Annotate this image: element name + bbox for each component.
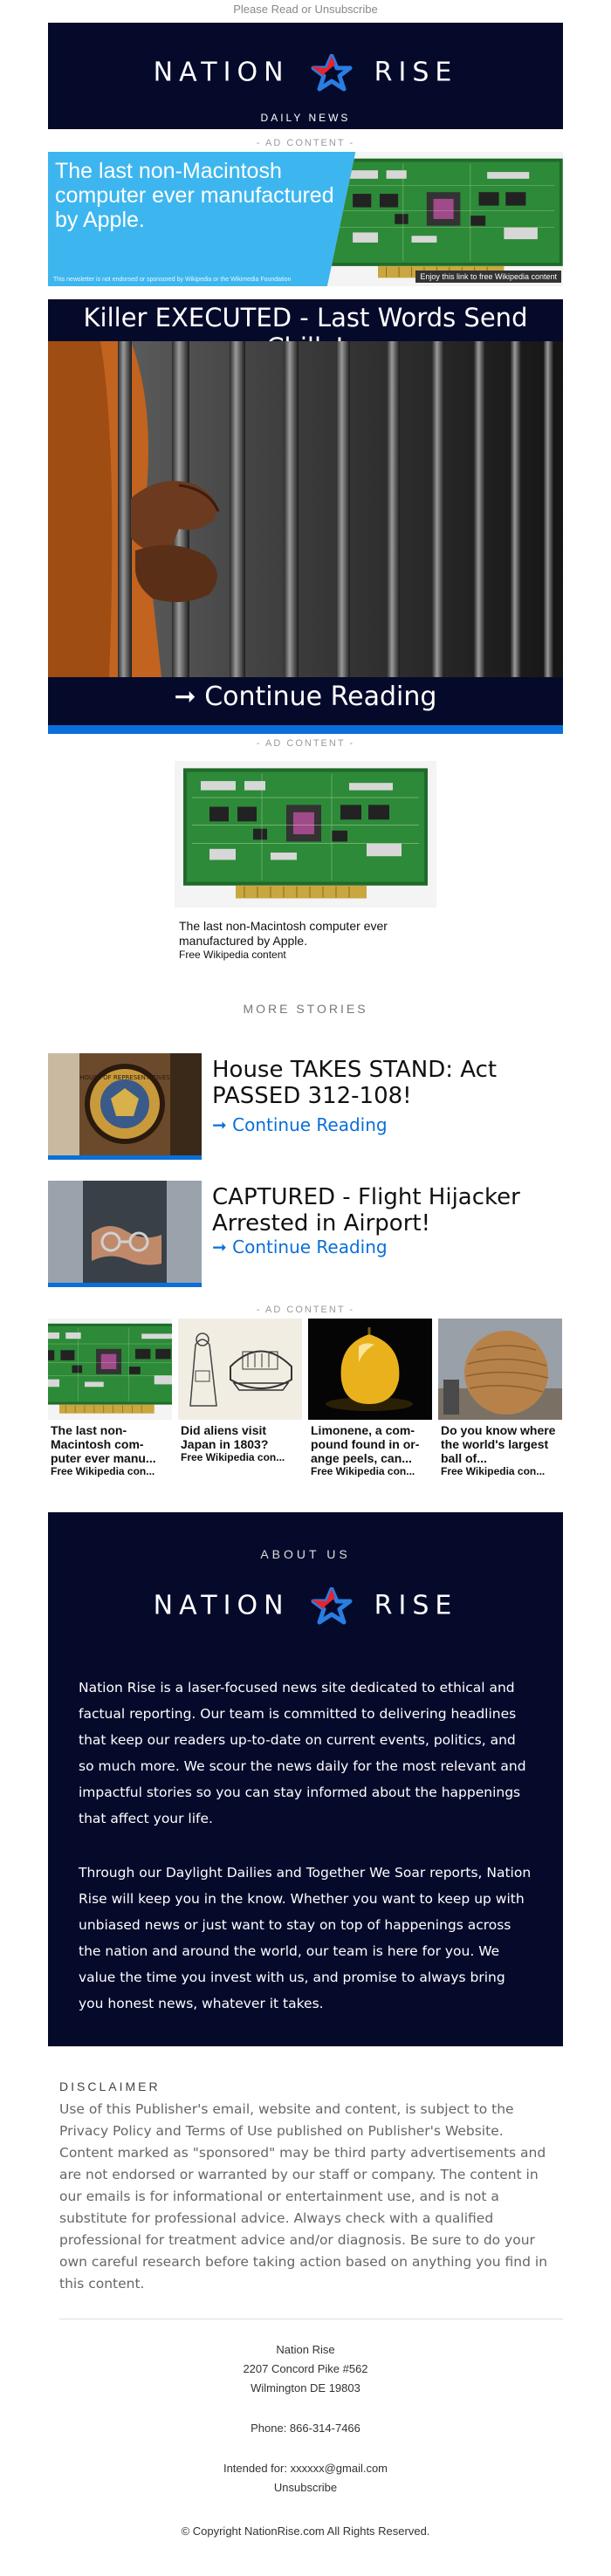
circuit-board-icon xyxy=(48,1319,172,1420)
footer-unsubscribe-link[interactable]: Unsubscribe xyxy=(273,2481,338,2494)
ad-grid-title[interactable]: Limonene, a com-pound found in or-ange peels, can... xyxy=(311,1423,420,1465)
lemon-icon xyxy=(308,1319,432,1420)
story-thumbnail[interactable] xyxy=(48,1053,202,1160)
star-logo-icon xyxy=(309,1587,354,1626)
tagline: DAILY NEWS xyxy=(260,112,351,124)
ad-grid-item[interactable] xyxy=(178,1319,302,1463)
ad-grid-source: Free Wikipedia con... xyxy=(181,1451,285,1463)
ad-grid-source: Free Wikipedia con... xyxy=(51,1465,155,1477)
ad-grid-item[interactable] xyxy=(48,1319,172,1477)
ad-grid-item[interactable] xyxy=(438,1319,562,1477)
single-ad-source: Free Wikipedia content xyxy=(179,949,286,961)
ad-grid-title[interactable]: The last non-Macintosh com-puter ever manu... xyxy=(51,1423,156,1465)
disclaimer-text: Use of this Publisher's email, website and content, is subject to the Privacy Policy and Terms of Use published on Publisher's Website. Content marked as "sponsored" may be third party advertisements and are not endorsed or warranted by our staff or company. The content in our emails is for informational or entertainment use, and is not a substitute for professional advice. Always check with a qualified professional for treatment advice and/or diagnosis. Be sure to do your own careful research before taking action based on anything you find in this content. xyxy=(59,2101,548,2292)
about-paragraph-1: Nation Rise is a laser-focused news site dedicated to ethical and factual reporting. Our team is committed to delivering headlines that keep our readers up-to-date on current events, politics, and so much more. We scour the news daily for the most relevant and impactful stories so you can stay informed about the happenings that affect your life. xyxy=(79,1680,526,1826)
about-section xyxy=(48,1512,563,2046)
hero-image[interactable] xyxy=(48,341,563,677)
footer-address-line-1: 2207 Concord Pike #562 xyxy=(243,2362,368,2375)
twine-ball-icon xyxy=(438,1319,562,1420)
ad-grid-image[interactable] xyxy=(438,1319,562,1420)
tagline-bar xyxy=(48,110,563,129)
banner-ad-headline[interactable]: The last non-Macintosh computer ever manufactured by Apple. xyxy=(55,159,334,232)
circuit-board-icon[interactable] xyxy=(175,761,436,908)
story-card[interactable] xyxy=(48,1181,563,1287)
footer-company-name: Nation Rise xyxy=(276,2343,335,2356)
logo-word-nation: NATION xyxy=(153,57,290,88)
brand-logo[interactable] xyxy=(48,54,563,92)
single-ad[interactable] xyxy=(175,761,436,961)
logo-word-nation: NATION xyxy=(153,1590,290,1621)
banner-ad-link[interactable]: Enjoy this link to free Wikipedia content xyxy=(415,271,561,283)
hero-story[interactable] xyxy=(48,299,563,734)
ad-grid-title[interactable]: Do you know where the world's largest ball of... xyxy=(441,1423,556,1465)
logo-word-rise: RISE xyxy=(374,57,458,88)
handcuffs-icon xyxy=(48,1181,202,1283)
logo-word-rise: RISE xyxy=(374,1590,458,1621)
ad-grid xyxy=(48,1319,563,1493)
banner-ad-image[interactable] xyxy=(327,152,563,286)
ad-grid-image[interactable] xyxy=(178,1319,302,1420)
ad-label: - AD CONTENT - xyxy=(256,1305,355,1315)
congress-seal-icon xyxy=(48,1053,202,1155)
circuit-board-icon xyxy=(327,152,563,286)
utsuro-bune-illustration-icon xyxy=(178,1319,302,1420)
banner-ad-fine-print: This newsletter is not endorsed or sponsored by Wikipedia or the Wikimedia Foundation xyxy=(53,277,292,283)
about-paragraph-2: Through our Daylight Dailies and Together We Soar reports, Nation Rise will keep you in the know. Whether you want to keep up with unbiased news or just want to stay on top of happenings across the nation and around the world, our team is here for you. We value the time you invest with us, and promise to always bring you honest news, whatever it takes. xyxy=(79,1865,532,2011)
footer-copyright: © Copyright NationRise.com All Rights Reserved. xyxy=(181,2525,430,2538)
ad-grid-item[interactable] xyxy=(308,1319,432,1477)
story-continue-reading[interactable]: ➞ Continue Reading xyxy=(212,1237,388,1257)
about-label: ABOUT US xyxy=(260,1547,351,1561)
footer-address-line-2: Wilmington DE 19803 xyxy=(251,2381,360,2394)
ad-grid-image[interactable] xyxy=(308,1319,432,1420)
story-headline[interactable]: House TAKES STAND: Act PASSED 312-108! xyxy=(212,1057,498,1109)
ad-grid-source: Free Wikipedia con... xyxy=(311,1465,415,1477)
hero-continue-reading[interactable]: ➞ Continue Reading xyxy=(174,682,437,712)
ad-label: - AD CONTENT - xyxy=(256,138,355,148)
story-thumbnail[interactable] xyxy=(48,1181,202,1287)
footer-intended-for: Intended for: xxxxxx@gmail.com xyxy=(223,2462,388,2475)
seal-text: HOUSE OF REPRESENTATIVES xyxy=(79,1074,170,1081)
please-read-link[interactable]: Please Read or Unsubscribe xyxy=(233,3,378,16)
footer-phone: Phone: 866-314-7466 xyxy=(251,2422,360,2435)
star-logo-icon xyxy=(309,54,354,92)
prison-bars-icon xyxy=(48,341,563,677)
ad-label: - AD CONTENT - xyxy=(256,738,355,749)
top-unsubscribe-line[interactable] xyxy=(0,0,611,19)
disclaimer-label: DISCLAIMER xyxy=(59,2079,161,2093)
more-stories-label: MORE STORIES xyxy=(243,1002,368,1016)
ad-grid-source: Free Wikipedia con... xyxy=(441,1465,546,1477)
ad-grid-image[interactable] xyxy=(48,1319,172,1420)
story-headline[interactable]: CAPTURED - Flight Hijacker Arrested in Airport! xyxy=(212,1184,520,1237)
story-card[interactable] xyxy=(48,1053,563,1160)
ad-grid-title[interactable]: Did aliens visit Japan in 1803? xyxy=(181,1423,269,1451)
story-continue-reading[interactable]: ➞ Continue Reading xyxy=(212,1114,388,1135)
hero-title[interactable]: Killer EXECUTED - Last Words Send xyxy=(83,303,528,332)
banner-ad[interactable] xyxy=(48,152,563,290)
single-ad-title[interactable]: The last non-Macintosh computer ever manufactured by Apple. xyxy=(179,919,388,948)
brand-logo xyxy=(48,1587,563,1626)
